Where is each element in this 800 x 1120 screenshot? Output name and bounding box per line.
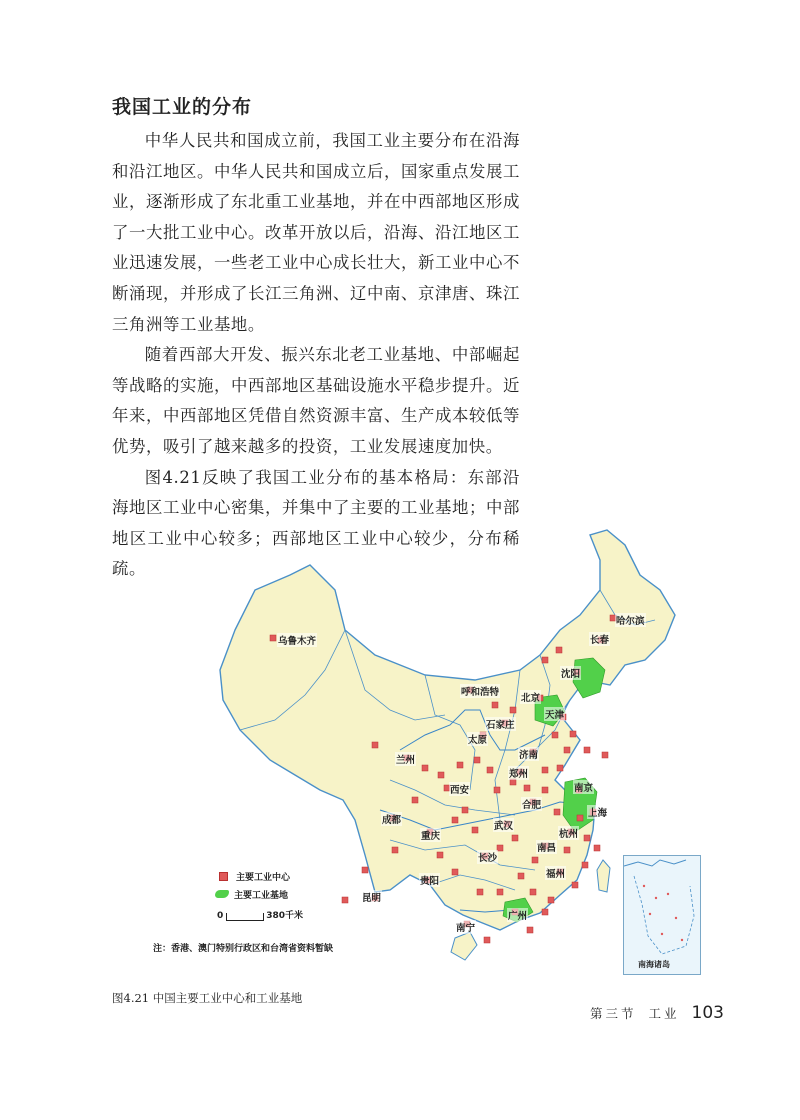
industrial-center-marker bbox=[542, 787, 548, 793]
scale-zero: 0 bbox=[217, 911, 224, 921]
industrial-center-marker bbox=[542, 657, 548, 663]
industrial-base-icon bbox=[215, 890, 229, 898]
industrial-center-marker bbox=[548, 897, 554, 903]
industrial-center-marker bbox=[524, 785, 530, 791]
industrial-center-marker bbox=[437, 852, 443, 858]
city-label: 郑州 bbox=[508, 766, 529, 780]
industrial-center-marker bbox=[564, 847, 570, 853]
legend-base-label: 主要工业基地 bbox=[234, 890, 289, 901]
industrial-center-marker bbox=[542, 909, 548, 915]
scale-value: 380千米 bbox=[266, 911, 304, 921]
industrial-center-marker bbox=[557, 765, 563, 771]
paragraph-2: 随着西部大开发、振兴东北老工业基地、中部崛起等战略的实施，中西部地区基础设施水平稳步提升。近年来，中西部地区凭借自然资源丰富、生产成本较低等优势，吸引了越来越多的投资，工业发展速度加快。 bbox=[112, 345, 520, 456]
industrial-center-marker bbox=[452, 869, 458, 875]
industrial-center-marker bbox=[552, 732, 558, 738]
city-label: 天津 bbox=[544, 707, 565, 721]
figure-caption: 图4.21 中国主要工业中心和工业基地 bbox=[112, 991, 303, 1005]
city-label: 西安 bbox=[449, 782, 470, 796]
city-label: 南昌 bbox=[536, 840, 557, 854]
city-label: 长春 bbox=[589, 632, 610, 646]
city-label: 呼和浩特 bbox=[460, 684, 500, 698]
map-note: 注：香港、澳门特别行政区和台湾省资料暂缺 bbox=[153, 944, 334, 954]
section-heading: 我国工业的分布 bbox=[112, 96, 253, 118]
city-label: 石家庄 bbox=[485, 717, 516, 731]
industrial-center-marker bbox=[270, 635, 276, 641]
inset-label: 南海诸岛 bbox=[638, 960, 670, 969]
page-footer bbox=[590, 1003, 724, 1023]
city-label: 济南 bbox=[518, 747, 539, 761]
industrial-center-marker bbox=[530, 889, 536, 895]
hainan-island bbox=[451, 932, 477, 960]
city-label: 哈尔滨 bbox=[615, 613, 646, 627]
map-legend bbox=[215, 867, 303, 921]
industrial-center-icon bbox=[219, 872, 228, 881]
industrial-center-marker bbox=[542, 767, 548, 773]
city-label: 兰州 bbox=[395, 752, 416, 766]
industrial-center-marker bbox=[487, 767, 493, 773]
industry-map bbox=[153, 520, 715, 985]
paragraph-3: 图4.21反映了我国工业分布的基本格局：东部沿海地区工业中心密集，并集中了主要的工业基地；中部地区工业中心较多；西部地区工业中心较少，分布稀疏。 bbox=[112, 467, 520, 579]
industrial-center-marker bbox=[342, 897, 348, 903]
city-label: 太原 bbox=[467, 732, 488, 746]
city-label: 北京 bbox=[520, 690, 541, 704]
industrial-center-marker bbox=[474, 757, 480, 763]
city-label: 合肥 bbox=[521, 797, 542, 811]
south-sea-inset bbox=[623, 855, 701, 975]
inset-coast bbox=[624, 860, 686, 866]
industrial-center-marker bbox=[457, 762, 463, 768]
industrial-center-marker bbox=[564, 747, 570, 753]
industrial-center-marker bbox=[492, 702, 498, 708]
page-number: 103 bbox=[691, 1003, 724, 1023]
industrial-center-marker bbox=[572, 882, 578, 888]
industrial-center-marker bbox=[527, 927, 533, 933]
footer-section: 工业 bbox=[648, 1006, 680, 1021]
city-label: 贵阳 bbox=[419, 873, 440, 887]
industrial-center-marker bbox=[497, 889, 503, 895]
industrial-center-marker bbox=[556, 647, 562, 653]
industrial-center-marker bbox=[582, 862, 588, 868]
industrial-center-marker bbox=[554, 809, 560, 815]
industrial-center-marker bbox=[484, 937, 490, 943]
city-label: 上海 bbox=[587, 805, 608, 819]
city-label: 重庆 bbox=[420, 828, 441, 842]
industrial-center-marker bbox=[462, 807, 468, 813]
legend-center-label: 主要工业中心 bbox=[236, 872, 291, 883]
industrial-center-marker bbox=[518, 873, 524, 879]
industrial-center-marker bbox=[438, 772, 444, 778]
industrial-center-marker bbox=[477, 889, 483, 895]
industrial-center-marker bbox=[594, 845, 600, 851]
city-label: 昆明 bbox=[361, 890, 382, 904]
city-label: 南京 bbox=[573, 780, 594, 794]
scale-line bbox=[226, 913, 264, 921]
industrial-center-marker bbox=[494, 787, 500, 793]
industrial-center-marker bbox=[584, 835, 590, 841]
industrial-center-marker bbox=[532, 857, 538, 863]
city-label: 乌鲁木齐 bbox=[277, 633, 317, 647]
inset-islands bbox=[643, 885, 683, 941]
industrial-center-marker bbox=[512, 835, 518, 841]
city-label: 沈阳 bbox=[560, 666, 581, 680]
industrial-center-marker bbox=[452, 817, 458, 823]
city-label: 成都 bbox=[381, 812, 402, 826]
city-label: 福州 bbox=[545, 866, 566, 880]
scale-bar bbox=[217, 903, 303, 921]
city-label: 南宁 bbox=[455, 920, 476, 934]
city-label: 杭州 bbox=[558, 826, 579, 840]
paragraph-1: 中华人民共和国成立前，我国工业主要分布在沿海和沿江地区。中华人民共和国成立后，国家重点发展工业，逐渐形成了东北重工业基地，并在中西部地区形成了一大批工业中心。改革开放以后，沿海、沿江地区工业迅速发展，一些老工业中心成长壮大，新工业中心不断涌现，并形成了长江三角洲、辽中南、京津唐、珠江三角洲等工业基地。 bbox=[112, 131, 520, 334]
city-label: 长沙 bbox=[477, 850, 498, 864]
taiwan-island bbox=[597, 860, 610, 892]
industrial-center-marker bbox=[570, 731, 576, 737]
body-text bbox=[112, 126, 520, 585]
industrial-center-marker bbox=[577, 815, 583, 821]
industrial-center-marker bbox=[362, 867, 368, 873]
inset-dashed-line bbox=[634, 876, 694, 954]
industrial-center-marker bbox=[412, 797, 418, 803]
industrial-center-marker bbox=[422, 765, 428, 771]
industrial-center-marker bbox=[602, 752, 608, 758]
inset-svg bbox=[624, 856, 700, 974]
city-label: 广州 bbox=[507, 908, 528, 922]
industrial-center-marker bbox=[392, 847, 398, 853]
footer-chapter: 第三节 bbox=[590, 1006, 637, 1021]
industrial-center-marker bbox=[510, 707, 516, 713]
industrial-center-marker bbox=[472, 827, 478, 833]
industrial-center-marker bbox=[584, 747, 590, 753]
city-label: 武汉 bbox=[493, 818, 514, 832]
industrial-center-marker bbox=[372, 742, 378, 748]
